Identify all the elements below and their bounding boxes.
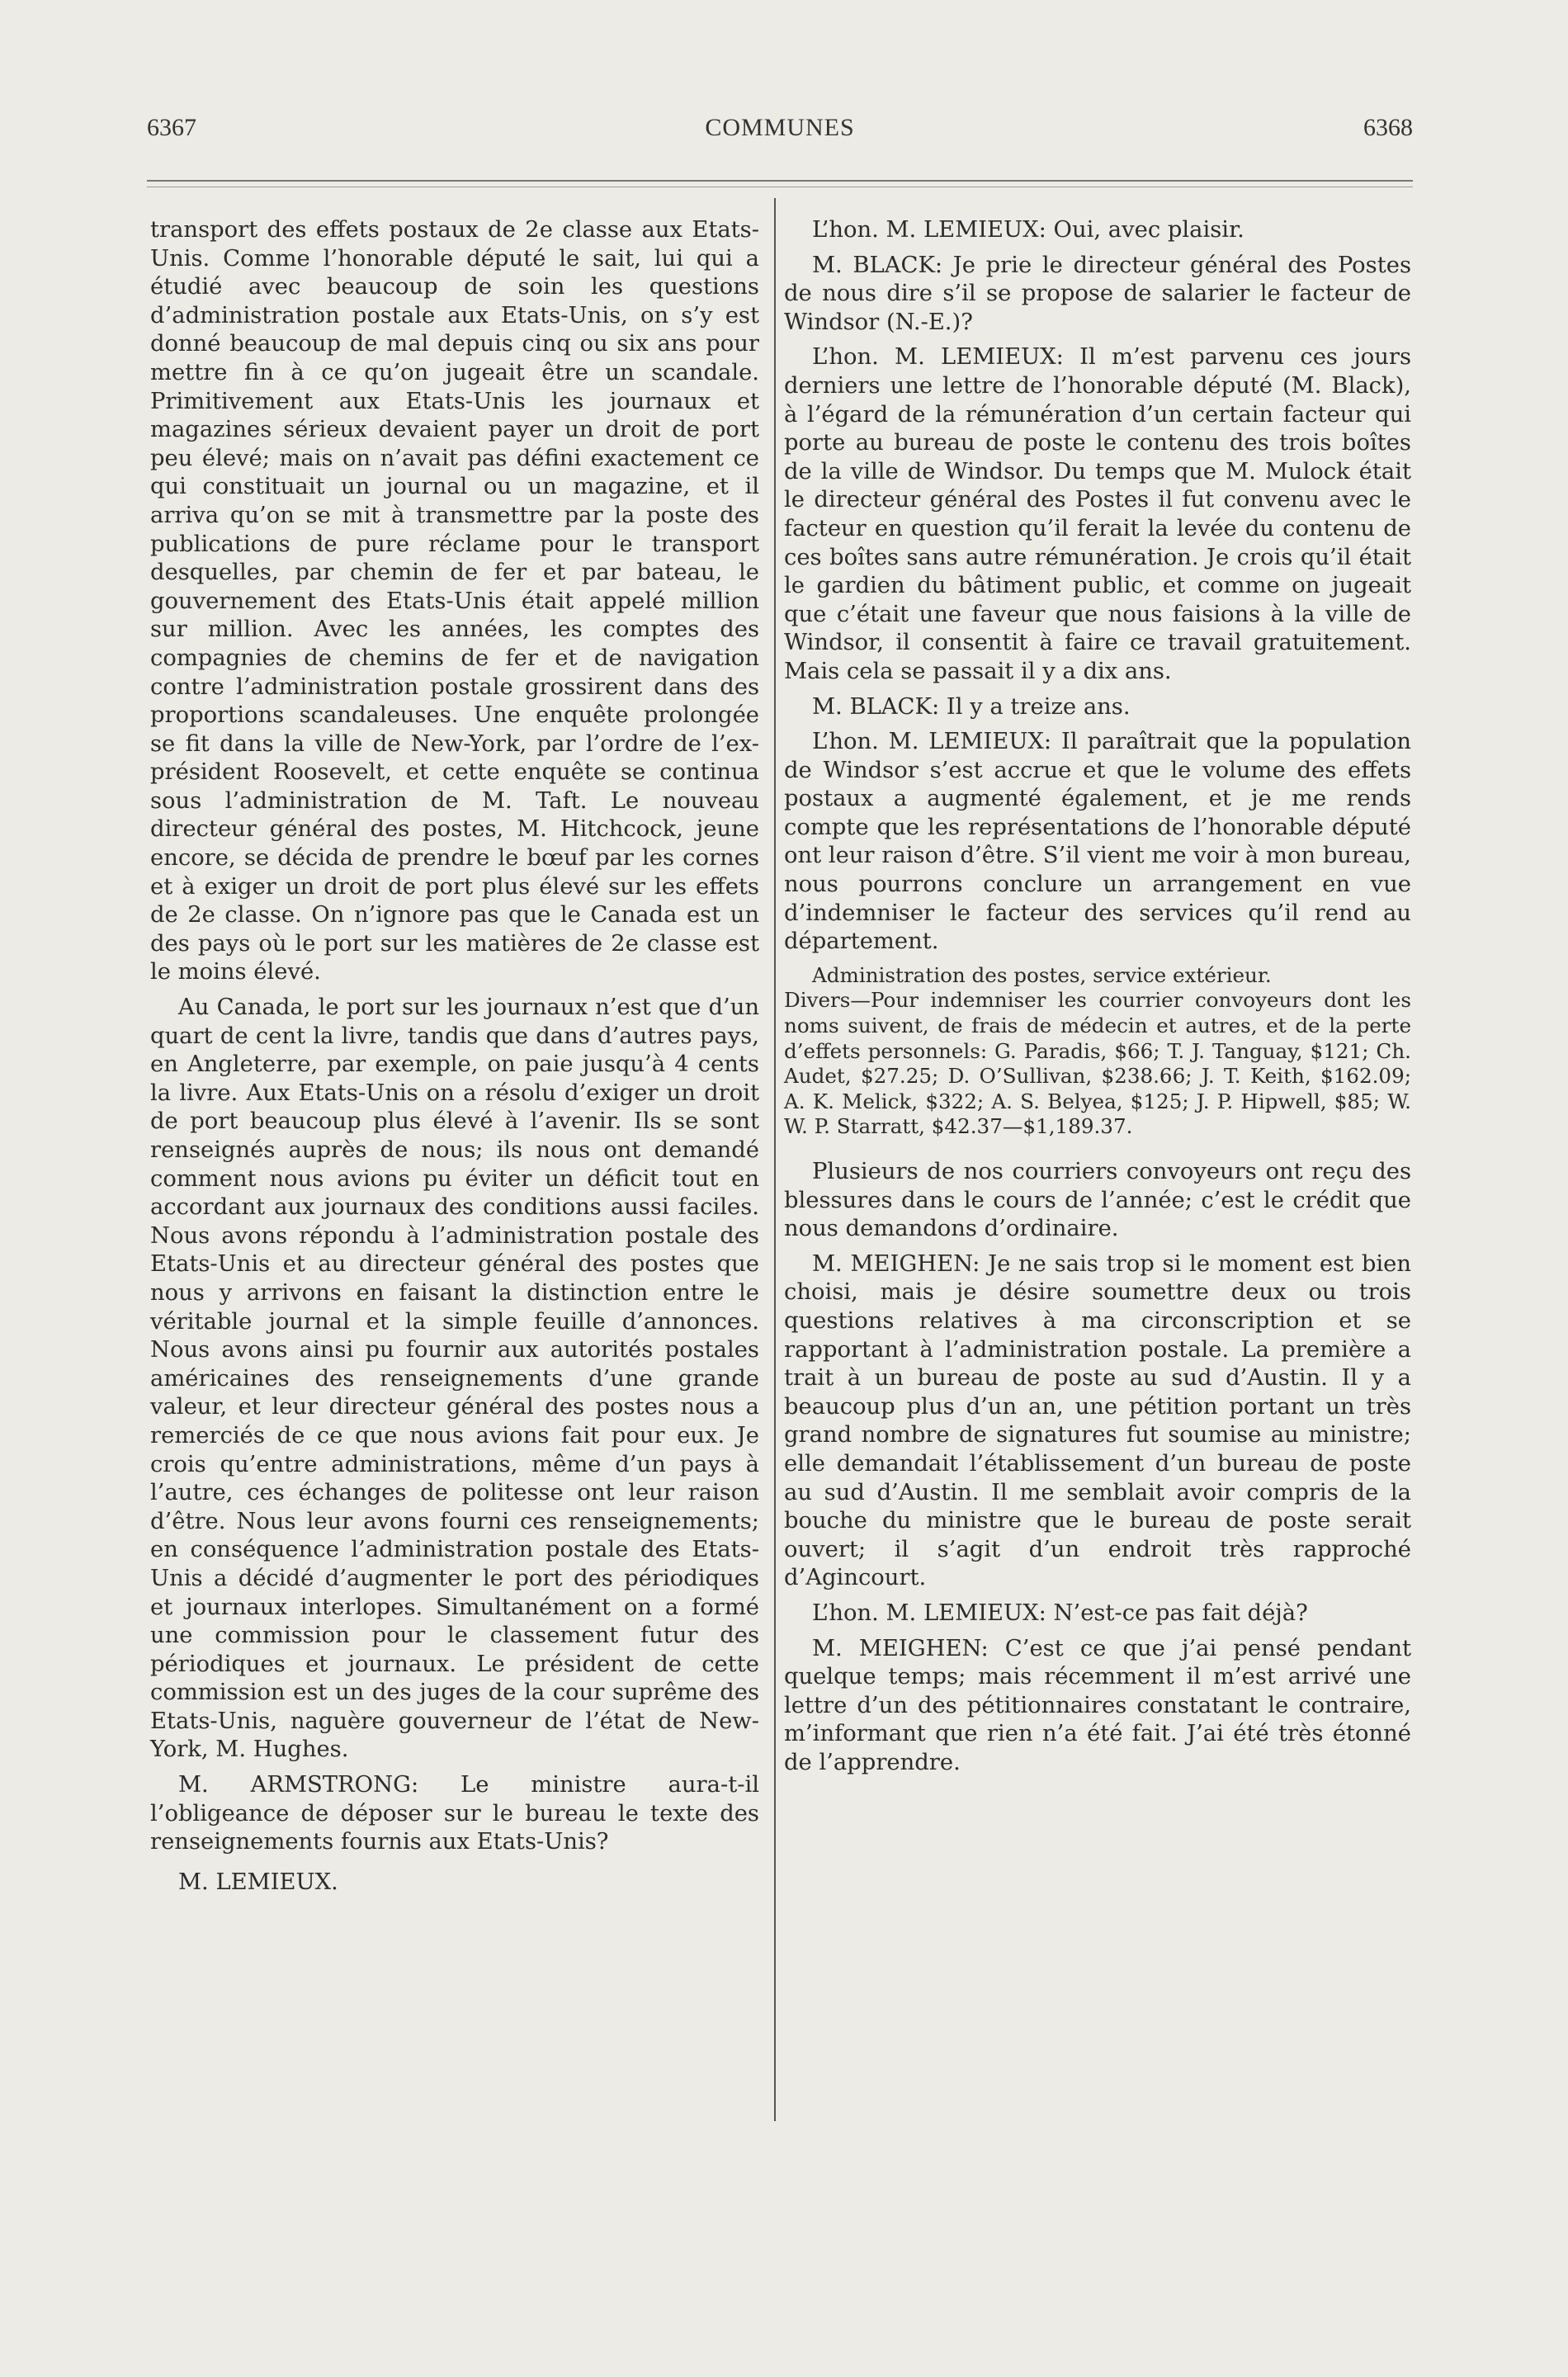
header-rule	[147, 180, 1413, 182]
paragraph: Au Canada, le port sur les journaux n’est que d’un quart de cent la livre, tandis que dans d’autres pays, en Angleterre, par exemple, on paie jusqu’à 4 cents la livre. Aux Etats-Unis on a résolu d’exiger un droit de port beaucoup plus élevé à l’avenir. Ils se sont renseignés auprès de nous; ils nous ont demandé comment nous avions pu éviter un déficit tout en accordant aux journaux des conditions aussi faciles. Nous avons répondu à l’administration postale des Etats-Unis et au directeur général des postes que nous y arrivons en faisant la distinction entre le véritable journal et la simple feuille d’annonces. Nous avons ainsi pu fournir aux autorités postales américaines des renseignements d’une grande valeur, et leur directeur général des postes nous a remerciés de ce que nous avions fait pour eux. Je crois qu’entre administrations, même d’un pays à l’autre, ces échanges de politesse ont leur raison d’être. Nous leur avons fourni ces renseignements; en conséquence l’administration postale des Etats-Unis a décidé d’augmenter le port des périodiques et journaux interlopes. Simultanément on a formé une commission pour le classement futur des périodiques et journaux. Le président de cette commission est un des juges de la cour suprême des Etats-Unis, naguère gouverneur de l’état de New-York, M. Hughes.	[150, 995, 759, 1763]
paragraph: L’hon. M. LEMIEUX: Oui, avec plaisir.	[812, 217, 1244, 243]
estimate-item: Divers—Pour indemniser les courrier convoyeurs dont les noms suivent, de frais de médecin et autres, et de la perte d’effets personnels: G. Paradis, $66; T. J. Tanguay, $121; Ch. Audet, $27.25; D. O’Sullivan, $238.66; J. T. Keith, $162.09; A. K. Melick, $322; A. S. Belyea, $125; J. P. Hipwell, $85; W. W. P. Starratt, $42.37—$1,189.37.	[784, 988, 1411, 1139]
estimate-heading: Administration des postes, service extérieur.	[812, 962, 1272, 987]
paragraph: M. MEIGHEN: C’est ce que j’ai pensé pendant quelque temps; mais récemment il m’est arrivé une lettre d’un des pétitionnaires constatant le contraire, m’informant que rien n’a été fait. J’ai été très étonné de l’apprendre.	[784, 1635, 1411, 1775]
paragraph: M. MEIGHEN: Je ne sais trop si le moment est bien choisi, mais je désire soumettre deux ou trois questions relatives à ma circonscription et se rapportant à l’administration postale. La première a trait à un bureau de poste au sud d’Austin. Il y a beaucoup plus d’un an, une pétition portant un très grand nombre de signatures fut soumise au ministre; elle demandait l’établissement d’un bureau de poste au sud d’Austin. Il me semblait avoir compris de la bouche du ministre que le bureau de poste serait ouvert; il s’agit d’un endroit très rapproché d’Agincourt.	[784, 1250, 1411, 1591]
paragraph: M. BLACK: Il y a treize ans.	[812, 693, 1131, 720]
paragraph: L’hon. M. LEMIEUX: Il paraîtrait que la population de Windsor s’est accrue et que le volume des effets postaux a augmenté également, et je me rends compte que les représentations de l’honorable député ont leur raison d’être. S’il vient me voir à mon bureau, nous pourrons conclure un arrangement en vue d’indemniser le facteur des services qu’il rend au département.	[784, 729, 1411, 955]
running-title: COMMUNES	[705, 114, 855, 141]
paragraph: Plusieurs de nos courriers convoyeurs ont reçu des blessures dans le cours de l’année; c’est le crédit que nous demandons d’ordinaire.	[784, 1159, 1411, 1242]
page-number-left: 6367	[147, 114, 196, 141]
column-divider	[774, 198, 776, 2121]
paragraph: M. ARMSTRONG: Le ministre aura-t-il l’obligeance de déposer sur le bureau le texte des renseignements fournis aux Etats-Unis?	[150, 1772, 759, 1855]
left-column	[150, 216, 759, 1903]
paragraph: L’hon. M. LEMIEUX: Il m’est parvenu ces jours derniers une lettre de l’honorable député (M. Black), à l’égard de la rémunération d’un certain facteur qui porte au bureau de poste le contenu des trois boîtes de la ville de Windsor. Du temps que M. Mulock était le directeur général des Postes il fut convenu avec le facteur en question qu’il ferait la levée du contenu de ces boîtes sans autre rémunération. Je crois qu’il était le gardien du bâtiment public, et comme on jugeait que c’était une faveur que nous faisions à la ville de Windsor, il consentit à faire ce travail gratuitement. Mais cela se passait il y a dix ans.	[784, 344, 1411, 684]
paragraph: M. BLACK: Je prie le directeur général des Postes de nous dire s’il se propose de salarier le facteur de Windsor (N.-E.)?	[784, 252, 1411, 335]
paragraph: transport des effets postaux de 2e classe aux Etats-Unis. Comme l’honorable député le sait, lui qui a étudié avec beaucoup de soin les questions d’administration postale aux Etats-Unis, on s’y est donné beaucoup de mal depuis cinq ou six ans pour mettre fin à ce qu’on jugeait être un scandale. Primitivement aux Etats-Unis les journaux et magazines sérieux devaient payer un droit de port peu élevé; mais on n’avait pas défini exactement ce qui constituait un journal ou un magazine, et il arriva qu’on se mit à transmettre par la poste des publications de pure réclame pour le transport desquelles, par chemin de fer et par bateau, le gouvernement des Etats-Unis était appelé million sur million. Avec les années, les comptes des compagnies de chemins de fer et de navigation contre l’administration postale grossirent dans des proportions scandaleuses. Une enquête prolongée se fit dans la ville de New-York, par l’ordre de l’ex-président Roosevelt, et cette enquête se continua sous l’administration de M. Taft. Le nouveau directeur général des postes, M. Hitchcock, jeune encore, se décida de prendre le bœuf par les cornes et à exiger un droit de port plus élevé sur les effets de 2e classe. On n’ignore pas que le Canada est un des pays où le port sur les matières de 2e classe est le moins élevé.	[150, 217, 759, 985]
page-number-right: 6368	[1363, 114, 1413, 141]
paragraph: M. LEMIEUX.	[178, 1869, 338, 1895]
page-header	[147, 114, 1413, 147]
paragraph: L’hon. M. LEMIEUX: N’est-ce pas fait déjà?	[812, 1600, 1308, 1626]
right-column	[784, 216, 1411, 1784]
